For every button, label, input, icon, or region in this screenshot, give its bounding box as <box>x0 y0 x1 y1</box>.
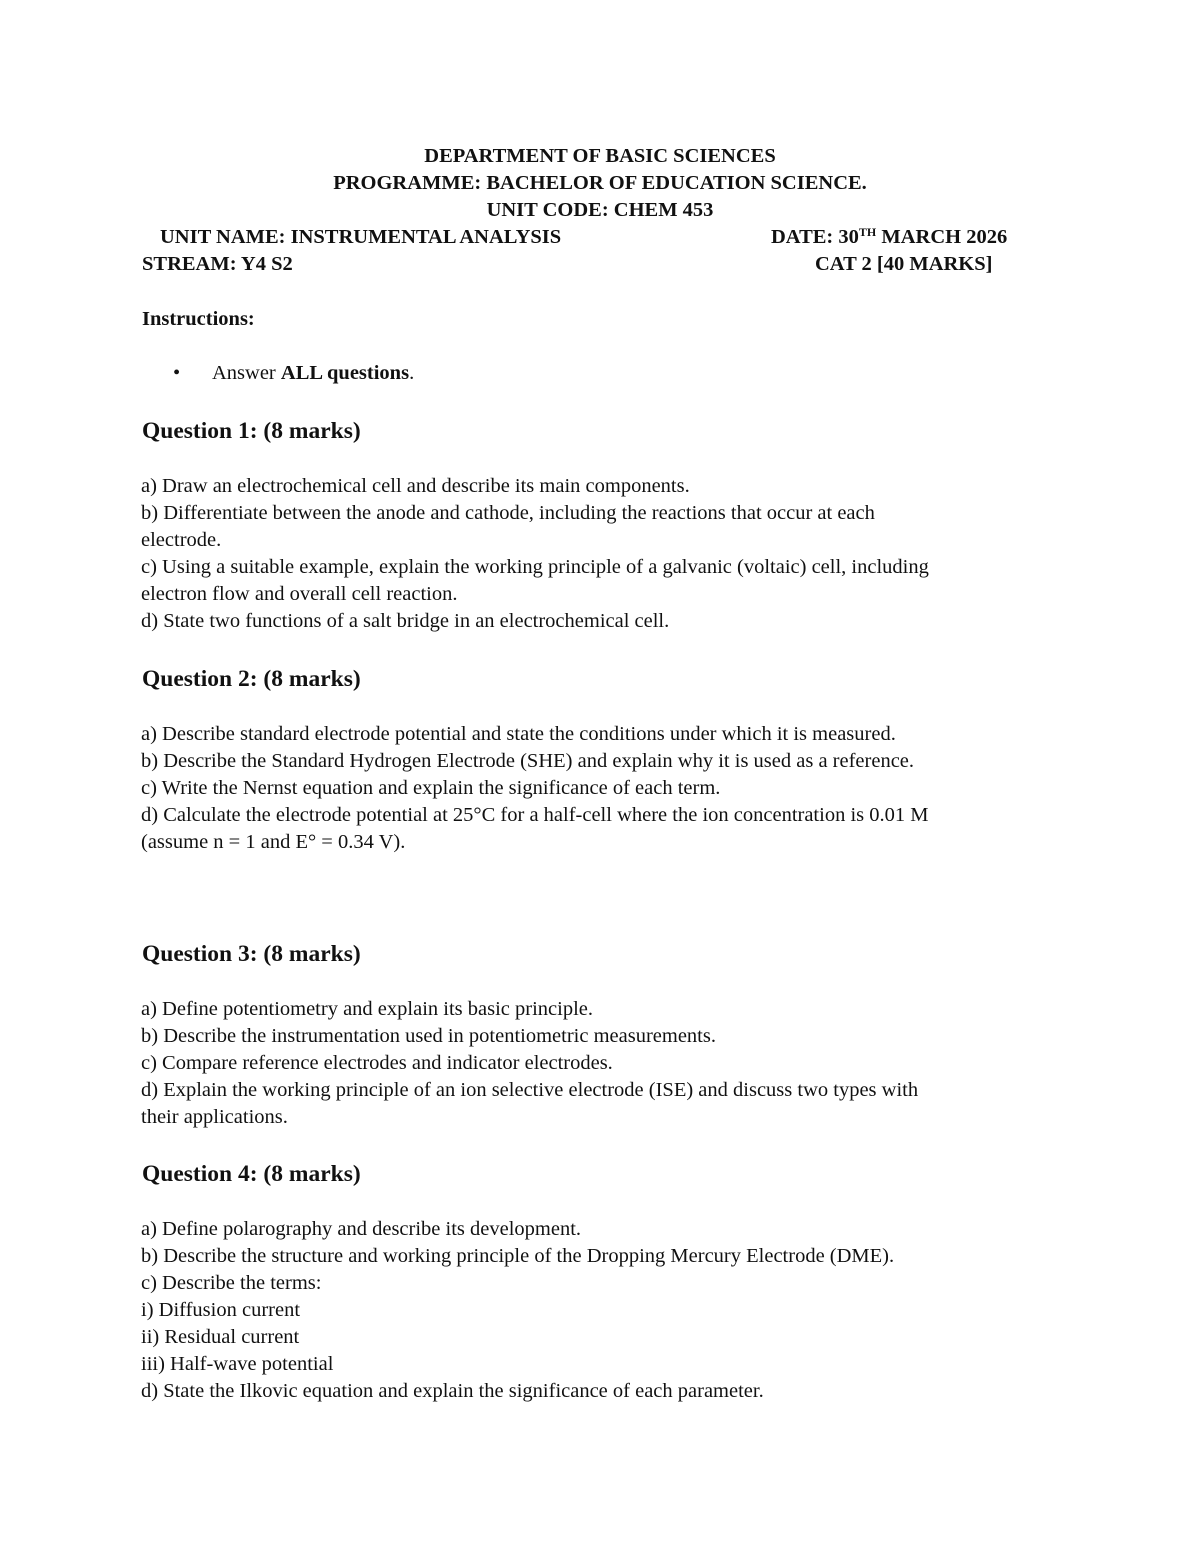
question-line: ii) Residual current <box>141 1326 300 1348</box>
programme-title: PROGRAMME: BACHELOR OF EDUCATION SCIENCE. <box>333 172 867 194</box>
question-line: d) Calculate the electrode potential at 25°C for a half-cell where the ion concentration is 0.01 M <box>141 804 929 826</box>
question-line: a) Define potentiometry and explain its basic principle. <box>141 998 593 1020</box>
department-title: DEPARTMENT OF BASIC SCIENCES <box>424 145 776 167</box>
question-line: i) Diffusion current <box>141 1299 301 1321</box>
question-line: a) Define polarography and describe its development. <box>141 1218 582 1240</box>
question-line: c) Write the Nernst equation and explain the significance of each term. <box>141 777 721 799</box>
date-superscript: TH <box>858 225 877 239</box>
question-line: b) Describe the Standard Hydrogen Electrode (SHE) and explain why it is used as a reference. <box>141 750 915 772</box>
instruction-suffix: . <box>409 362 415 384</box>
date-suffix: MARCH 2026 <box>876 226 1008 248</box>
question-3-body <box>141 996 1061 1131</box>
question-line: d) Explain the working principle of an ion selective electrode (ISE) and discuss two types with <box>141 1079 919 1101</box>
question-line: electron flow and overall cell reaction. <box>141 583 458 605</box>
question-4-body <box>141 1216 1061 1405</box>
question-line: electrode. <box>141 529 222 551</box>
question-line: b) Describe the instrumentation used in potentiometric measurements. <box>141 1025 716 1047</box>
question-1-body <box>141 473 1061 635</box>
question-2-heading: Question 2: (8 marks) <box>142 666 361 692</box>
question-line: d) State the Ilkovic equation and explain the significance of each parameter. <box>141 1380 764 1402</box>
question-line: a) Draw an electrochemical cell and describe its main components. <box>141 475 690 497</box>
instruction-prefix: Answer <box>212 362 281 384</box>
question-line: d) State two functions of a salt bridge in an electrochemical cell. <box>141 610 670 632</box>
question-line: b) Differentiate between the anode and cathode, including the reactions that occur at each <box>141 502 875 524</box>
bullet-icon: • <box>173 362 181 384</box>
question-line: c) Describe the terms: <box>141 1272 322 1294</box>
question-line: their applications. <box>141 1106 288 1128</box>
question-2-body <box>141 721 1061 856</box>
instruction-emphasis: ALL questions <box>280 362 410 384</box>
question-line: b) Describe the structure and working principle of the Dropping Mercury Electrode (DME). <box>141 1245 895 1267</box>
instructions-label: Instructions: <box>142 308 255 330</box>
cat-marks: CAT 2 [40 MARKS] <box>815 253 993 275</box>
question-line: a) Describe standard electrode potential and state the conditions under which it is measured. <box>141 723 896 745</box>
question-line: c) Compare reference electrodes and indicator electrodes. <box>141 1052 613 1074</box>
question-1-heading: Question 1: (8 marks) <box>142 418 361 444</box>
exam-date <box>771 224 1007 251</box>
question-line: c) Using a suitable example, explain the working principle of a galvanic (voltaic) cell, including <box>141 556 929 578</box>
unit-name: UNIT NAME: INSTRUMENTAL ANALYSIS <box>160 226 562 248</box>
date-prefix: DATE: 30 <box>771 226 859 248</box>
question-4-heading: Question 4: (8 marks) <box>142 1161 361 1187</box>
question-line: (assume n = 1 and E° = 0.34 V). <box>141 831 406 853</box>
unit-code: UNIT CODE: CHEM 453 <box>486 199 714 221</box>
question-line: iii) Half-wave potential <box>141 1353 334 1375</box>
instruction-text <box>212 360 414 387</box>
stream: STREAM: Y4 S2 <box>142 253 293 275</box>
question-3-heading: Question 3: (8 marks) <box>142 941 361 967</box>
